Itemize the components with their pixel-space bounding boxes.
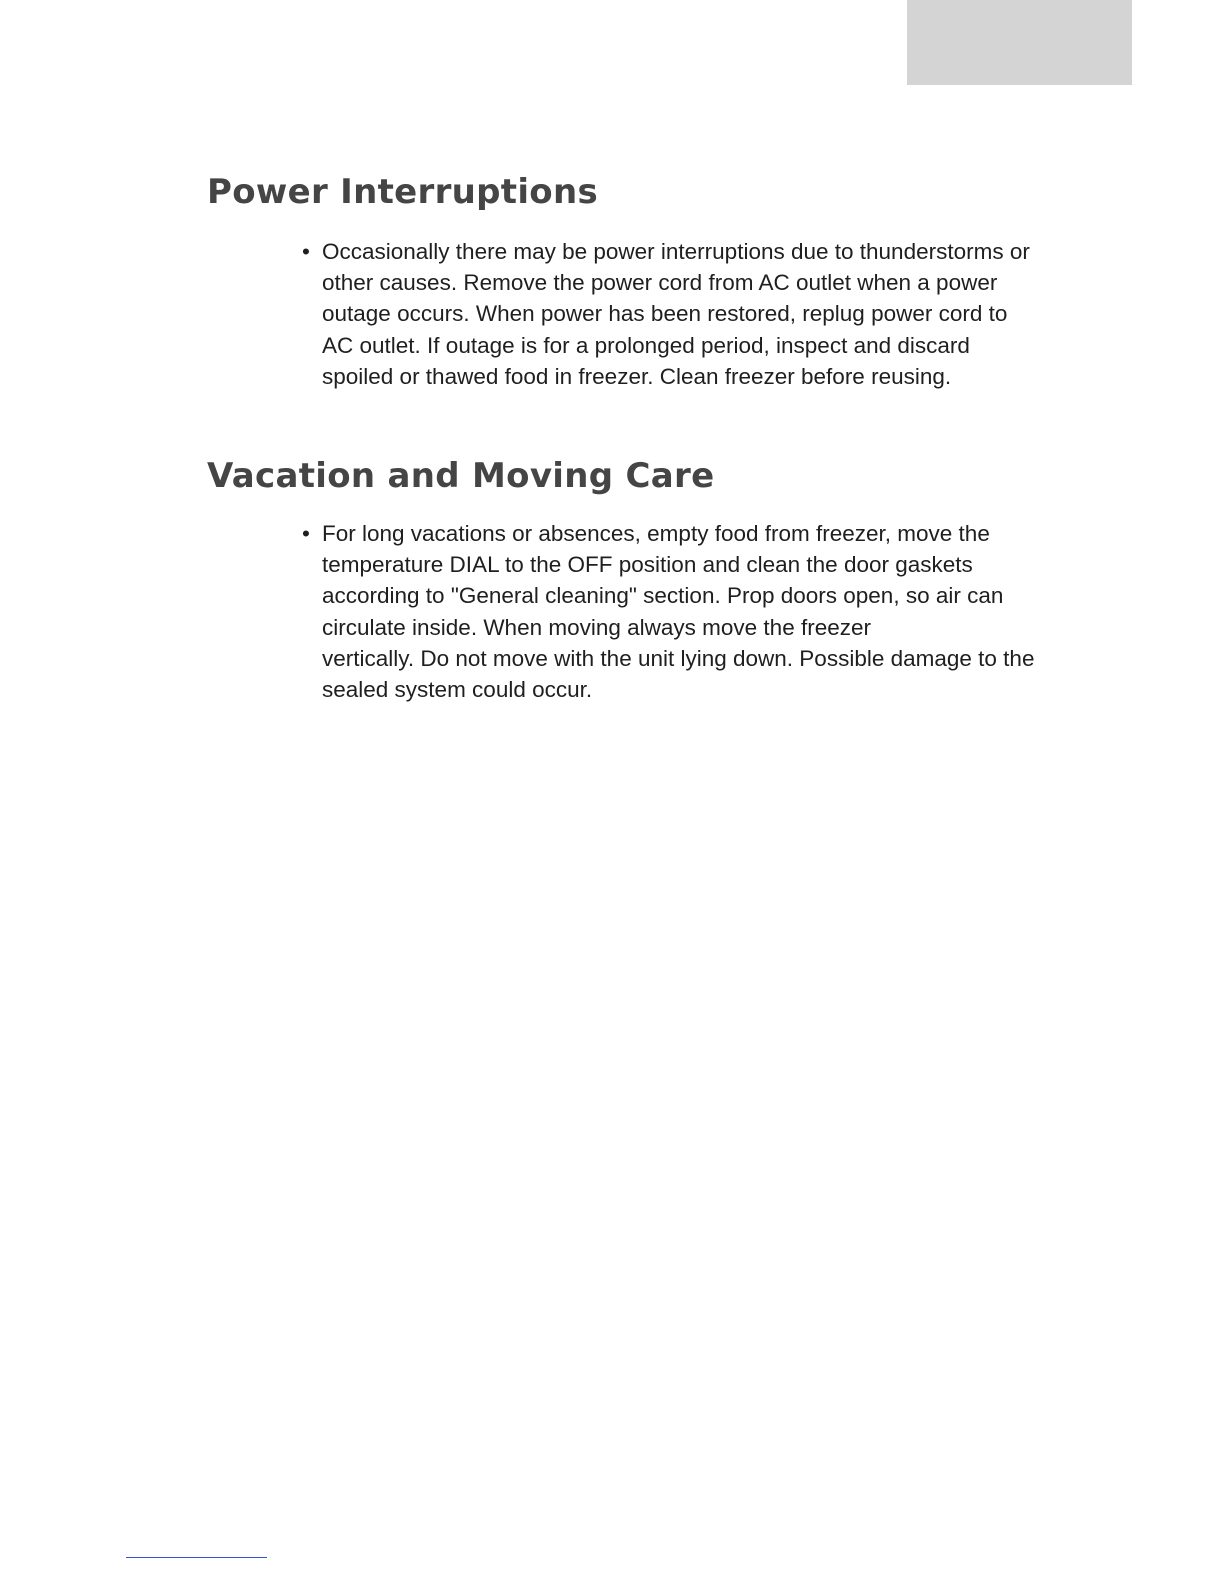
bullet-text-line: circulate inside. When moving always move the freezer (322, 614, 871, 640)
bullet-item-vacation-moving-care (302, 518, 1042, 705)
bullet-icon: • (302, 521, 310, 546)
bullet-text-line: according to "General cleaning" section. Prop doors open, so air can (322, 583, 1004, 609)
bullet-text-line: AC outlet. If outage is for a prolonged period, inspect and discard (322, 332, 970, 358)
bullet-text-line: Occasionally there may be power interruptions due to thunderstorms or (322, 239, 1030, 264)
footer-rule (126, 1557, 267, 1558)
bullet-text-line: vertically. Do not move with the unit lying down. Possible damage to the (322, 645, 1035, 671)
bullet-item-power-interruptions (302, 236, 1042, 392)
bullet-text-line: spoiled or thawed food in freezer. Clean freezer before reusing. (322, 363, 952, 389)
bullet-icon: • (302, 239, 310, 264)
section-heading-vacation-moving-care: Vacation and Moving Care (207, 456, 715, 496)
bullet-text-line: For long vacations or absences, empty food from freezer, move the (322, 521, 990, 546)
corner-tab (907, 0, 1132, 85)
bullet-text-line: sealed system could occur. (322, 677, 593, 703)
bullet-text-line: outage occurs. When power has been restored, replug power cord to (322, 301, 1008, 327)
bullet-text-line: other causes. Remove the power cord from AC outlet when a power (322, 270, 998, 296)
section-heading-power-interruptions: Power Interruptions (207, 172, 599, 212)
bullet-text-line: temperature DIAL to the OFF position and clean the door gaskets (322, 552, 973, 578)
